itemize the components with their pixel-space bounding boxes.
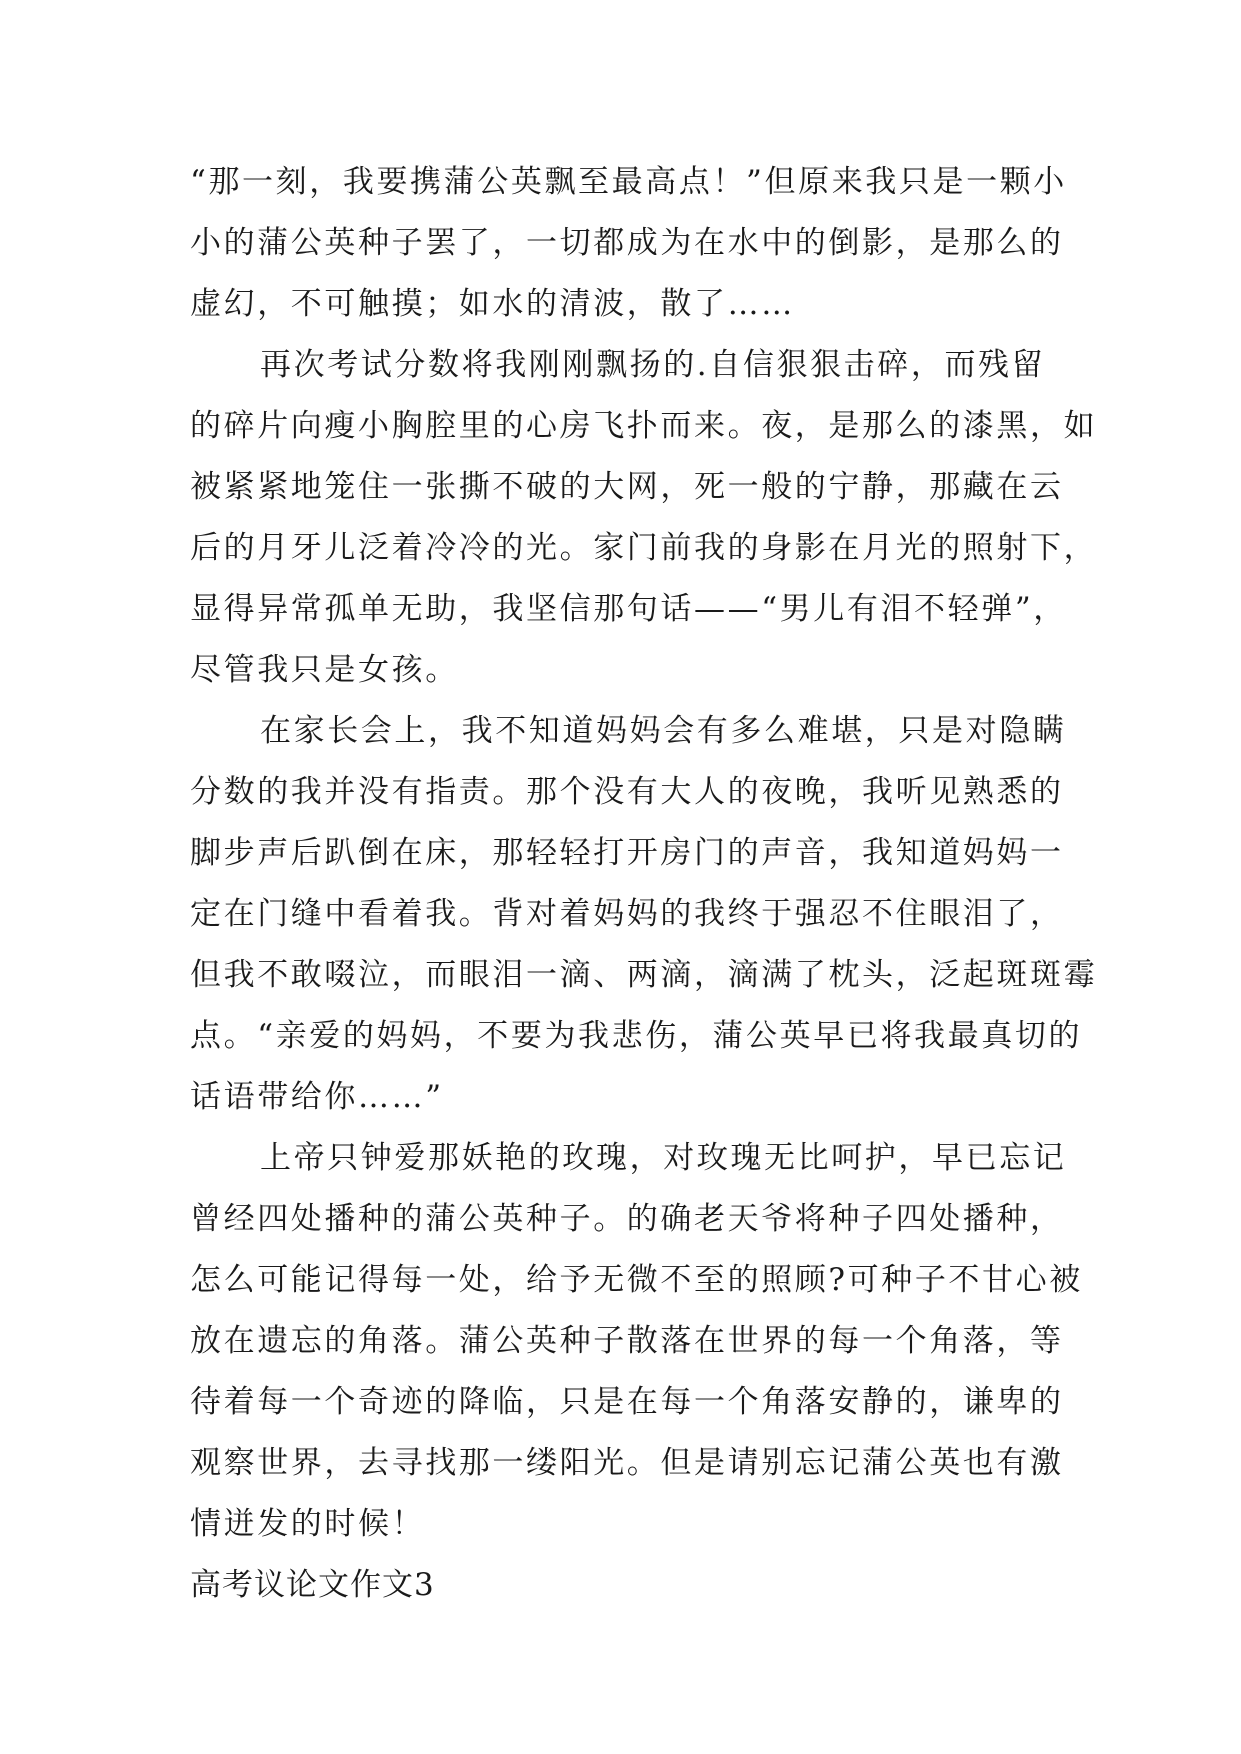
text-line: 虚幻，不可触摸；如水的清波，散了…… [190, 286, 795, 322]
text-line: 分数的我并没有指责。那个没有大人的夜晚，我听见熟悉的 [190, 774, 1064, 810]
text-line: 小的蒲公英种子罢了，一切都成为在水中的倒影，是那么的 [190, 225, 1064, 261]
text-line: 的碎片向瘦小胸腔里的心房飞扑而来。夜，是那么的漆黑，如 [190, 408, 1098, 444]
document-body [190, 152, 1098, 1616]
paragraph [190, 152, 1067, 335]
text-line: 情迸发的时候！ [190, 1506, 426, 1542]
text-line: 待着每一个奇迹的降临，只是在每一个角落安静的，谦卑的 [190, 1384, 1064, 1420]
paragraph [190, 701, 1098, 1128]
paragraph [190, 1128, 1083, 1555]
text-line: 显得异常孤单无助，我坚信那句话——“男儿有泪不轻弹”， [190, 591, 1067, 627]
text-line: 上帝只钟爱那妖艳的玫瑰，对玫瑰无比呵护，早已忘记 [260, 1140, 1067, 1176]
text-line: 尽管我只是女孩。 [190, 652, 459, 688]
text-line: “那一刻，我要携蒲公英飘至最高点！”但原来我只是一颗小 [190, 164, 1067, 200]
text-line: 曾经四处播种的蒲公英种子。的确老天爷将种子四处播种， [190, 1201, 1064, 1237]
text-line: 定在门缝中看着我。背对着妈妈的我终于强忍不住眼泪了， [190, 896, 1064, 932]
text-line: 后的月牙儿泛着冷冷的光。家门前我的身影在月光的照射下， [190, 530, 1098, 566]
text-line: 点。“亲爱的妈妈，不要为我悲伤，蒲公英早已将我最真切的 [190, 1018, 1083, 1054]
text-line: 脚步声后趴倒在床，那轻轻打开房门的声音，我知道妈妈一 [190, 835, 1064, 871]
text-line: 再次考试分数将我刚刚飘扬的.自信狠狠击碎，而残留 [260, 347, 1046, 383]
text-line: 在家长会上，我不知道妈妈会有多么难堪，只是对隐瞒 [260, 713, 1067, 749]
text-line: 怎么可能记得每一处，给予无微不至的照顾?可种子不甘心被 [190, 1262, 1083, 1298]
text-line: 话语带给你……” [190, 1079, 444, 1115]
paragraph [190, 335, 1098, 701]
text-line: 放在遗忘的角落。蒲公英种子散落在世界的每一个角落，等 [190, 1323, 1064, 1359]
section-heading: 高考议论文作文3 [190, 1567, 435, 1603]
text-line: 观察世界，去寻找那一缕阳光。但是请别忘记蒲公英也有激 [190, 1445, 1064, 1481]
text-line: 但我不敢啜泣，而眼泪一滴、两滴，滴满了枕头，泛起斑斑霉 [190, 957, 1098, 993]
text-line: 被紧紧地笼住一张撕不破的大网，死一般的宁静，那藏在云 [190, 469, 1064, 505]
